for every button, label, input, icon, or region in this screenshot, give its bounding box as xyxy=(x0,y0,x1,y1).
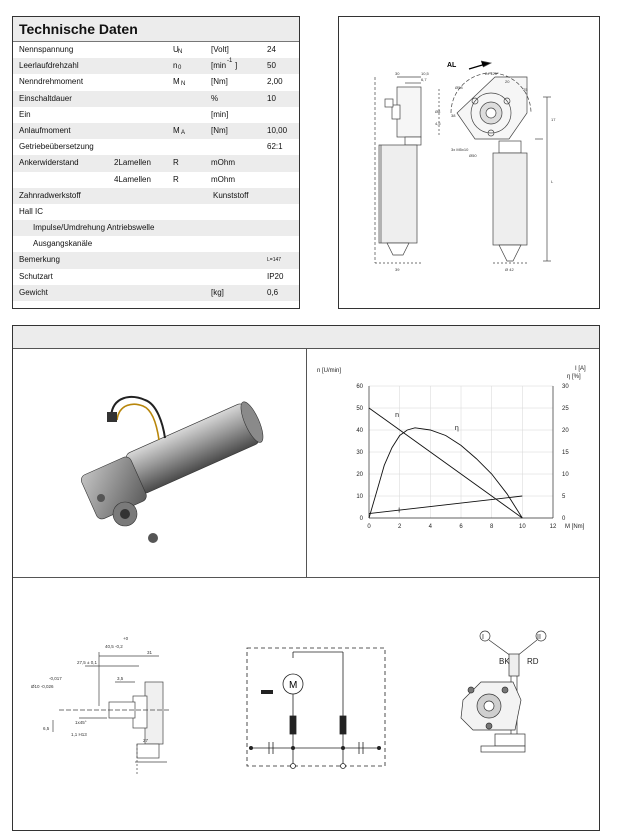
spec-row xyxy=(13,204,299,220)
spec-row xyxy=(13,91,299,107)
spec-unit: [min xyxy=(211,61,227,71)
bottom-panel xyxy=(12,325,600,831)
spec-row xyxy=(13,269,299,285)
svg-text:Ø50: Ø50 xyxy=(469,153,477,158)
y-right-axis-label-current: I [A] xyxy=(575,366,586,372)
y-left-tick-label: 40 xyxy=(356,428,363,434)
svg-text:1,1 H13: 1,1 H13 xyxy=(71,732,87,737)
spec-label: Getriebeübersetzung xyxy=(19,142,94,152)
y-right-tick-label: 30 xyxy=(562,384,569,390)
svg-text:Ø58: Ø58 xyxy=(455,85,463,90)
spec-label: Bemerkung xyxy=(19,255,60,265)
svg-text:20: 20 xyxy=(505,79,510,84)
spec-label: Leerlaufdrehzahl xyxy=(19,61,79,71)
spec-symbol-subscript: N xyxy=(178,49,183,55)
svg-text:II: II xyxy=(537,634,541,641)
svg-text:1x45°: 1x45° xyxy=(75,720,87,725)
svg-text:25: 25 xyxy=(523,87,528,92)
spec-label: Zahnradwerkstoff xyxy=(19,190,81,200)
spec-row xyxy=(13,236,299,252)
gearbox-side-view xyxy=(397,87,421,137)
spec-row xyxy=(13,252,299,268)
spec-value: L=147 xyxy=(267,257,282,264)
hall-sensor-drawing xyxy=(451,626,591,776)
svg-text:RD: RD xyxy=(527,657,539,666)
spec-table xyxy=(12,16,300,309)
spec-value: 62:1 xyxy=(267,142,283,152)
spec-label: Ausgangskanäle xyxy=(33,239,93,249)
spec-unit: [Nm] xyxy=(211,77,228,87)
x-tick-label: 12 xyxy=(549,524,557,530)
y-right-tick-label: 0 xyxy=(562,516,566,522)
svg-text:38: 38 xyxy=(451,113,456,118)
x-axis-label: M [Nm] xyxy=(565,524,585,530)
svg-text:6,7: 6,7 xyxy=(421,77,427,82)
svg-text:Ø 42: Ø 42 xyxy=(505,267,514,272)
motor-housing-front xyxy=(493,153,527,245)
series-label: I xyxy=(398,507,401,515)
svg-text:3x M5x10: 3x M5x10 xyxy=(451,147,469,152)
spec-sub-label: 2Lamellen xyxy=(114,158,151,168)
y-left-tick-label: 0 xyxy=(359,516,363,522)
y-right-tick-label: 10 xyxy=(562,472,569,478)
spec-unit-end: ] xyxy=(235,61,238,71)
output-shaft-drawing xyxy=(19,626,209,776)
spec-label: Hall IC xyxy=(19,206,44,216)
spec-label: Nennspannung xyxy=(19,45,74,54)
spec-value: IP20 xyxy=(267,271,284,281)
spec-unit: mOhm xyxy=(211,158,235,168)
divider-vertical xyxy=(306,348,307,577)
spec-symbol-subscript: N xyxy=(181,81,186,88)
spec-unit: [Volt] xyxy=(211,45,229,54)
svg-text:17: 17 xyxy=(551,117,556,122)
circuit-schematic xyxy=(241,644,391,774)
spec-unit: Kunststoff xyxy=(213,190,249,200)
x-tick-label: 2 xyxy=(397,524,402,530)
spec-label: Ein xyxy=(19,109,31,119)
spec-row xyxy=(13,285,299,301)
y-right-tick-label: 5 xyxy=(562,494,566,500)
spec-unit-sup: -1 xyxy=(227,58,233,65)
x-tick-label: 8 xyxy=(489,524,494,530)
performance-chart xyxy=(309,350,599,576)
spec-row xyxy=(13,123,299,139)
svg-text:6,5: 6,5 xyxy=(43,726,50,731)
spec-row xyxy=(13,74,299,90)
spec-unit: mOhm xyxy=(211,174,235,184)
series-line-n xyxy=(369,408,522,518)
y-left-tick-label: 50 xyxy=(356,406,363,412)
spec-row xyxy=(13,155,299,171)
spec-row xyxy=(13,42,299,58)
spec-symbol: R xyxy=(173,174,179,184)
spec-unit: [min] xyxy=(211,109,229,119)
svg-text:2x 120°: 2x 120° xyxy=(485,71,499,76)
spec-label: Schutzart xyxy=(19,271,53,281)
rotation-label: AL xyxy=(447,62,457,69)
x-tick-label: 10 xyxy=(518,524,526,530)
spec-label: Anlaufmoment xyxy=(19,125,71,135)
y-right-tick-label: 15 xyxy=(562,450,569,456)
spec-unit: [Nm] xyxy=(211,125,228,135)
y-left-tick-label: 20 xyxy=(356,472,363,478)
spec-symbol-subscript: A xyxy=(181,129,186,136)
svg-text:31: 31 xyxy=(147,650,153,655)
spec-unit: % xyxy=(211,93,219,103)
spec-value: 2,00 xyxy=(267,77,283,87)
spec-label: Nenndrehmoment xyxy=(19,77,84,87)
y-left-axis-label: n [U/min] xyxy=(317,368,342,374)
svg-text:4,5: 4,5 xyxy=(435,121,441,126)
spec-rows xyxy=(13,42,299,301)
spec-symbol: R xyxy=(173,158,179,168)
spec-row xyxy=(13,107,299,123)
spec-row xyxy=(13,172,299,188)
spec-symbol: n xyxy=(173,61,178,71)
spec-row xyxy=(13,58,299,74)
svg-text:30: 30 xyxy=(395,71,400,76)
motor-symbol-label: M xyxy=(289,680,298,691)
spec-symbol: U xyxy=(173,45,179,54)
spec-value: 10 xyxy=(267,93,276,103)
y-left-tick-label: 60 xyxy=(356,384,363,390)
spec-label: Einschaltdauer xyxy=(19,93,72,103)
svg-text:I: I xyxy=(482,634,484,641)
spec-row xyxy=(13,139,299,155)
svg-text:40,5 -0,2: 40,5 -0,2 xyxy=(105,644,123,649)
spec-row xyxy=(13,220,299,236)
series-line-I xyxy=(369,496,522,514)
motor-dimension-drawing xyxy=(338,16,600,309)
motor-photo xyxy=(53,376,283,556)
svg-text:3,5: 3,5 xyxy=(117,676,124,681)
svg-text:+0: +0 xyxy=(123,636,129,641)
spec-unit: [kg] xyxy=(211,287,224,297)
dimension-drawing-svg xyxy=(339,17,599,308)
spec-value: 10,00 xyxy=(267,125,288,135)
divider-horizontal xyxy=(13,577,599,578)
svg-text:BK: BK xyxy=(499,657,510,666)
spec-symbol: M xyxy=(173,77,180,87)
spec-symbol-subscript: 0 xyxy=(178,65,182,72)
spec-label: Impulse/Umdrehung Antriebswelle xyxy=(33,223,155,233)
spec-label: Ankerwiderstand xyxy=(19,158,79,168)
spec-label: Gewicht xyxy=(19,287,48,297)
svg-text:27: 27 xyxy=(143,738,149,743)
bottom-header-bar xyxy=(13,326,599,349)
x-tick-label: 4 xyxy=(428,524,433,530)
spec-title: Technische Daten xyxy=(13,17,299,42)
y-left-tick-label: 30 xyxy=(356,450,363,456)
spec-row xyxy=(13,188,299,204)
svg-text:10,5: 10,5 xyxy=(421,71,429,76)
spec-sub-label: 4Lamellen xyxy=(114,174,151,184)
svg-text:-0,017: -0,017 xyxy=(49,676,62,681)
y-left-tick-label: 10 xyxy=(356,494,363,500)
series-label: n xyxy=(395,411,399,419)
y-right-tick-label: 20 xyxy=(562,428,569,434)
spec-value: 24 xyxy=(267,45,276,54)
series-label: η xyxy=(454,425,459,432)
x-tick-label: 6 xyxy=(459,524,463,530)
y-right-axis-label-efficiency: η [%] xyxy=(567,374,581,380)
svg-text:Ø8: Ø8 xyxy=(435,109,441,114)
y-right-tick-label: 25 xyxy=(562,406,569,412)
spec-symbol: M xyxy=(173,125,180,135)
svg-text:Ø10 -0,026: Ø10 -0,026 xyxy=(31,684,54,689)
spec-value: 50 xyxy=(267,61,276,71)
motor-housing-side xyxy=(379,145,417,243)
svg-text:L: L xyxy=(551,179,554,184)
svg-text:39: 39 xyxy=(395,267,400,272)
x-tick-label: 0 xyxy=(367,524,371,530)
svg-text:27,5 ± 0,1: 27,5 ± 0,1 xyxy=(77,660,97,665)
spec-value: 0,6 xyxy=(267,287,279,297)
